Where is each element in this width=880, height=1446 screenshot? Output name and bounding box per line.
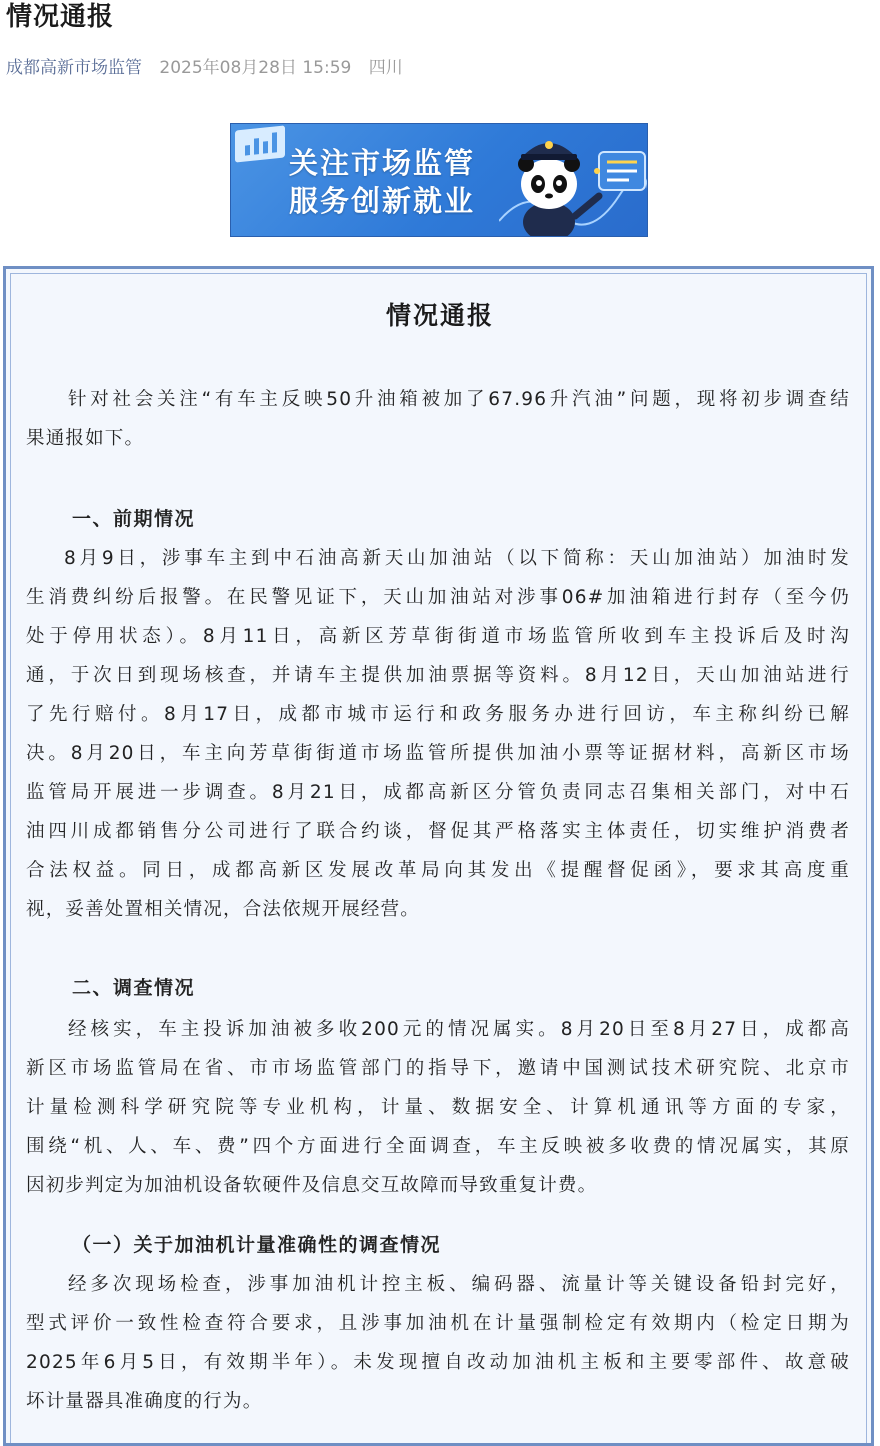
paragraph-line: 经核实，车主投诉加油被多收200元的情况属实。8月20日至8月27日，成都高 <box>68 1019 850 1040</box>
paragraph-line: 围绕“机、人、车、费”四个方面进行全面调查，车主反映被多收费的情况属实，其原 <box>26 1136 850 1157</box>
article-meta <box>6 56 403 80</box>
promo-banner <box>230 123 648 237</box>
paragraph-line: 生消费纠纷后报警。在民警见证下，天山加油站对涉事06#加油箱进行封存（至今仍 <box>26 587 850 608</box>
paragraph-line: 针对社会关注“有车主反映50升油箱被加了67.96升汽油”问题，现将初步调查结 <box>68 389 850 410</box>
publish-region: 四川 <box>368 58 403 78</box>
bar-chart-icon <box>235 125 285 162</box>
source-account-link[interactable]: 成都高新市场监管 <box>6 58 142 78</box>
banner-line-2: 服务创新就业 <box>289 184 476 218</box>
paragraph-line: 经多次现场检查，涉事加油机计控主板、编码器、流量计等关键设备铅封完好， <box>68 1274 850 1295</box>
paragraph-line: 合法权益。同日，成都高新区发展改革局向其发出《提醒督促函》，要求其高度重 <box>26 860 850 881</box>
paragraph-line: 油四川成都销售分公司进行了联合约谈，督促其严格落实主体责任，切实维护消费者 <box>26 821 850 842</box>
section-heading: 二、调查情况 <box>72 977 196 999</box>
paragraph-line: 计量检测科学研究院等专业机构，计量、数据安全、计算机通讯等方面的专家， <box>26 1097 850 1118</box>
paragraph-line: 坏计量器具准确度的行为。 <box>26 1391 263 1412</box>
paragraph-line: 因初步判定为加油机设备软硬件及信息交互故障而导致重复计费。 <box>26 1175 598 1196</box>
subsection-heading: （一）关于加油机计量准确性的调查情况 <box>72 1234 442 1256</box>
paragraph-line: 2025年6月5日，有效期半年）。未发现擅自改动加油机主板和主要零部件、故意破 <box>26 1352 850 1373</box>
paragraph-line: 新区市场监管局在省、市市场监管部门的指导下，邀请中国测试技术研究院、北京市 <box>26 1058 850 1079</box>
paragraph-line: 处于停用状态）。8月11日，高新区芳草街街道市场监管所收到车主投诉后及时沟 <box>26 626 850 647</box>
paragraph-line: 决。8月20日，车主向芳草街街道市场监管所提供加油小票等证据材料，高新区市场 <box>26 743 850 764</box>
paragraph-line: 型式评价一致性检查符合要求，且涉事加油机在计量强制检定有效期内（检定日期为 <box>26 1313 850 1334</box>
paragraph-line: 果通报如下。 <box>26 428 145 449</box>
paragraph-line: 8月9日，涉事车主到中石油高新天山加油站（以下简称：天山加油站）加油时发 <box>64 548 850 569</box>
paragraph-line: 了先行赔付。8月17日，成都市城市运行和政务服务办进行回访，车主称纠纷已解 <box>26 704 850 725</box>
banner-line-1: 关注市场监管 <box>289 146 476 180</box>
paragraph-line: 通，于次日到现场核查，并请车主提供加油票据等资料。8月12日，天山加油站进行 <box>26 665 850 686</box>
paragraph-line: 视，妥善处置相关情况，合法依规开展经营。 <box>26 899 421 920</box>
page-title: 情况通报 <box>6 2 115 32</box>
document-title: 情况通报 <box>385 301 494 330</box>
publish-datetime: 2025年08月28日 15:59 <box>159 58 352 78</box>
paragraph-line: 监管局开展进一步调查。8月21日，成都高新区分管负责同志召集相关部门，对中石 <box>26 782 850 803</box>
section-heading: 一、前期情况 <box>72 508 196 530</box>
panda-inspector-icon <box>499 126 648 237</box>
